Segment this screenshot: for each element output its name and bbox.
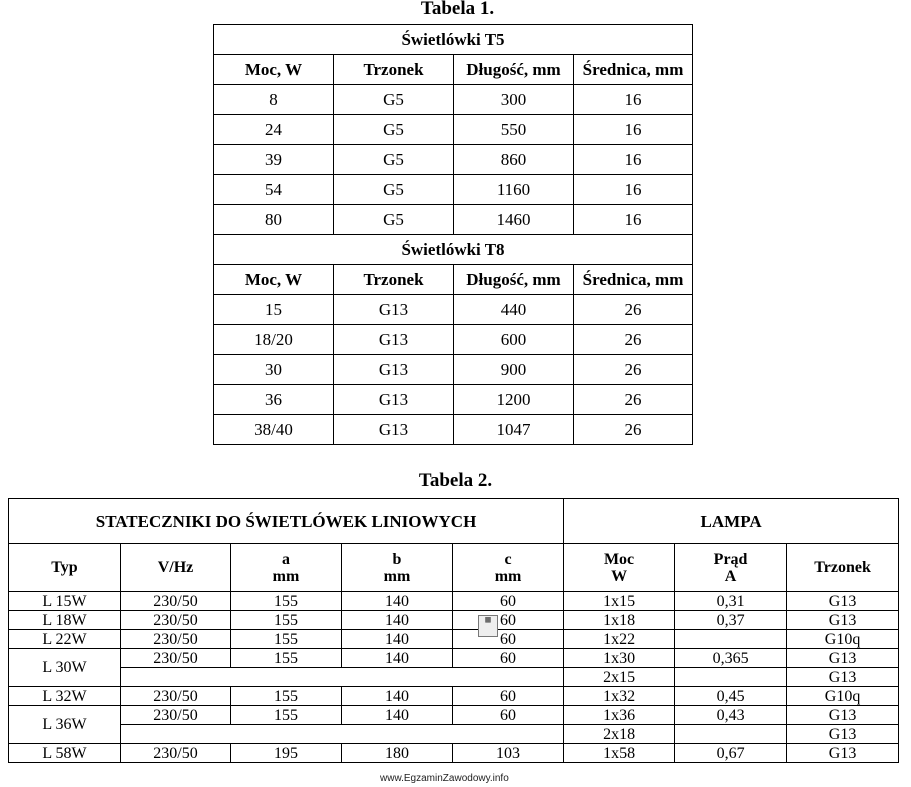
section-title: Świetlówki T8 — [214, 235, 693, 265]
cell-prad — [675, 668, 787, 687]
header-vhz: V/Hz — [121, 544, 231, 592]
section-row — [214, 25, 693, 55]
cell-prad: 0,67 — [675, 744, 787, 763]
cell-trzonek: G10q — [787, 630, 899, 649]
table-row — [214, 295, 693, 325]
table-row — [9, 687, 899, 706]
cell-prad: 0,45 — [675, 687, 787, 706]
table-row — [9, 706, 899, 725]
column-header: Trzonek — [334, 55, 454, 85]
cell-trzonek: G13 — [787, 592, 899, 611]
table-cell: 30 — [214, 355, 334, 385]
table-row — [214, 205, 693, 235]
group-header-ballasts: STATECZNIKI DO ŚWIETLÓWEK LINIOWYCH — [9, 499, 564, 544]
cell-typ: L 22W — [9, 630, 121, 649]
cell-vhz: 230/50 — [121, 649, 231, 668]
section-row — [214, 235, 693, 265]
cell-typ: L 36W — [9, 706, 121, 744]
table-row — [9, 725, 899, 744]
header-row — [214, 265, 693, 295]
table2-caption: Tabela 2. — [418, 470, 493, 491]
table-row — [214, 115, 693, 145]
table-cell: G5 — [334, 85, 454, 115]
table-row — [9, 668, 899, 687]
cell-vhz: 230/50 — [121, 744, 231, 763]
table-cell: 1460 — [454, 205, 574, 235]
cell-c: 103 — [453, 744, 564, 763]
table-cell: 36 — [214, 385, 334, 415]
cell-a: 155 — [231, 611, 342, 630]
table1-caption: Tabela 1. — [420, 0, 495, 19]
table-row — [214, 415, 693, 445]
table-row — [9, 592, 899, 611]
cell-prad — [675, 725, 787, 744]
cell-moc: 1x30 — [564, 649, 675, 668]
group-header-lamp: LAMPA — [564, 499, 899, 544]
table-ballasts — [8, 498, 899, 763]
column-header: Moc, W — [214, 265, 334, 295]
table-row — [9, 630, 899, 649]
cell-c: 60 — [453, 611, 564, 630]
table-cell: 1047 — [454, 415, 574, 445]
cell-prad: 0,43 — [675, 706, 787, 725]
table-cell: G13 — [334, 415, 454, 445]
column-header: Średnica, mm — [574, 55, 693, 85]
section-title: Świetlówki T5 — [214, 25, 693, 55]
cell-moc: 1x22 — [564, 630, 675, 649]
header-trzonek: Trzonek — [787, 544, 899, 592]
table-cell: G13 — [334, 385, 454, 415]
cell-b: 140 — [342, 687, 453, 706]
cell-moc: 1x58 — [564, 744, 675, 763]
table-cell: 26 — [574, 295, 693, 325]
table-cell: 440 — [454, 295, 574, 325]
column-header: Średnica, mm — [574, 265, 693, 295]
table-cell: 18/20 — [214, 325, 334, 355]
table-cell: G5 — [334, 145, 454, 175]
cell-typ: L 30W — [9, 649, 121, 687]
table-row — [9, 649, 899, 668]
header-row — [214, 55, 693, 85]
table-cell: 54 — [214, 175, 334, 205]
table-t5-t8 — [213, 24, 693, 445]
cell-moc: 1x18 — [564, 611, 675, 630]
cell-vhz: 230/50 — [121, 706, 231, 725]
table-cell: G5 — [334, 115, 454, 145]
cell-vhz: 230/50 — [121, 592, 231, 611]
cell-c: 60 — [453, 630, 564, 649]
cell-typ: L 15W — [9, 592, 121, 611]
header-typ: Typ — [9, 544, 121, 592]
cell-a: 155 — [231, 706, 342, 725]
cell-b: 140 — [342, 630, 453, 649]
table-cell: 300 — [454, 85, 574, 115]
table-cell: 26 — [574, 385, 693, 415]
cell-blank — [121, 668, 564, 687]
table-cell: 1160 — [454, 175, 574, 205]
header-prad-label: Prąd — [713, 550, 748, 568]
cell-a: 195 — [231, 744, 342, 763]
table-cell: 15 — [214, 295, 334, 325]
header-moc-unit: W — [611, 567, 628, 585]
table-cell: G13 — [334, 295, 454, 325]
cell-blank — [121, 725, 564, 744]
cell-a: 155 — [231, 687, 342, 706]
cell-typ: L 58W — [9, 744, 121, 763]
cell-a: 155 — [231, 630, 342, 649]
header-c — [453, 544, 564, 592]
table-cell: 38/40 — [214, 415, 334, 445]
watermark: www.EgzaminZawodowy.info — [380, 773, 509, 784]
table-row — [214, 355, 693, 385]
table-cell: G5 — [334, 205, 454, 235]
cell-typ: L 18W — [9, 611, 121, 630]
cell-b: 180 — [342, 744, 453, 763]
header-a — [231, 544, 342, 592]
header-b-unit: mm — [383, 567, 411, 585]
header-moc-label: Moc — [603, 550, 635, 568]
cell-b: 140 — [342, 592, 453, 611]
cell-prad: 0,37 — [675, 611, 787, 630]
table-cell: 80 — [214, 205, 334, 235]
table-cell: 550 — [454, 115, 574, 145]
column-header: Długość, mm — [454, 265, 574, 295]
cell-trzonek: G13 — [787, 649, 899, 668]
table-row — [9, 611, 899, 630]
table-cell: 26 — [574, 325, 693, 355]
cell-moc: 1x36 — [564, 706, 675, 725]
cell-trzonek: G13 — [787, 725, 899, 744]
cell-prad: 0,365 — [675, 649, 787, 668]
table-cell: 16 — [574, 85, 693, 115]
cell-trzonek: G13 — [787, 611, 899, 630]
header-moc — [564, 544, 675, 592]
table-cell: 8 — [214, 85, 334, 115]
cell-c: 60 — [453, 649, 564, 668]
cell-c: 60 — [453, 687, 564, 706]
table-cell: G13 — [334, 325, 454, 355]
header-b-label: b — [392, 550, 402, 568]
column-header: Trzonek — [334, 265, 454, 295]
cell-a: 155 — [231, 592, 342, 611]
header-b — [342, 544, 453, 592]
cell-b: 140 — [342, 611, 453, 630]
cell-vhz: 230/50 — [121, 611, 231, 630]
table-cell: 26 — [574, 355, 693, 385]
table-row — [214, 325, 693, 355]
header-a-unit: mm — [272, 567, 300, 585]
table-cell: 1200 — [454, 385, 574, 415]
cell-trzonek: G13 — [787, 744, 899, 763]
cell-b: 140 — [342, 706, 453, 725]
cell-trzonek: G10q — [787, 687, 899, 706]
cell-trzonek: G13 — [787, 706, 899, 725]
table-cell: 900 — [454, 355, 574, 385]
table-row — [214, 85, 693, 115]
header-c-label: c — [504, 550, 512, 568]
table-row — [214, 175, 693, 205]
cell-moc: 1x32 — [564, 687, 675, 706]
header-prad — [675, 544, 787, 592]
table-cell: 16 — [574, 115, 693, 145]
header-c-unit: mm — [494, 567, 522, 585]
cell-c: 60 — [453, 706, 564, 725]
cell-a: 155 — [231, 649, 342, 668]
cell-moc: 2x18 — [564, 725, 675, 744]
header-prad-unit: A — [724, 567, 737, 585]
table-cell: 600 — [454, 325, 574, 355]
table-cell: G5 — [334, 175, 454, 205]
column-header: Moc, W — [214, 55, 334, 85]
table-cell: 16 — [574, 145, 693, 175]
table-row — [9, 744, 899, 763]
cell-typ: L 32W — [9, 687, 121, 706]
cell-b: 140 — [342, 649, 453, 668]
cell-vhz: 230/50 — [121, 687, 231, 706]
table-cell: 16 — [574, 205, 693, 235]
cell-c: 60 — [453, 592, 564, 611]
table-cell: 16 — [574, 175, 693, 205]
table-cell: 24 — [214, 115, 334, 145]
table-cell: G13 — [334, 355, 454, 385]
cell-moc: 1x15 — [564, 592, 675, 611]
table-row — [214, 145, 693, 175]
cell-trzonek: G13 — [787, 668, 899, 687]
table-cell: 860 — [454, 145, 574, 175]
cell-vhz: 230/50 — [121, 630, 231, 649]
column-header: Długość, mm — [454, 55, 574, 85]
broken-image-icon: ▦ — [478, 615, 498, 637]
cell-moc: 2x15 — [564, 668, 675, 687]
table-row — [214, 385, 693, 415]
table-cell: 39 — [214, 145, 334, 175]
cell-prad — [675, 630, 787, 649]
table-cell: 26 — [574, 415, 693, 445]
cell-prad: 0,31 — [675, 592, 787, 611]
header-a-label: a — [282, 550, 290, 568]
